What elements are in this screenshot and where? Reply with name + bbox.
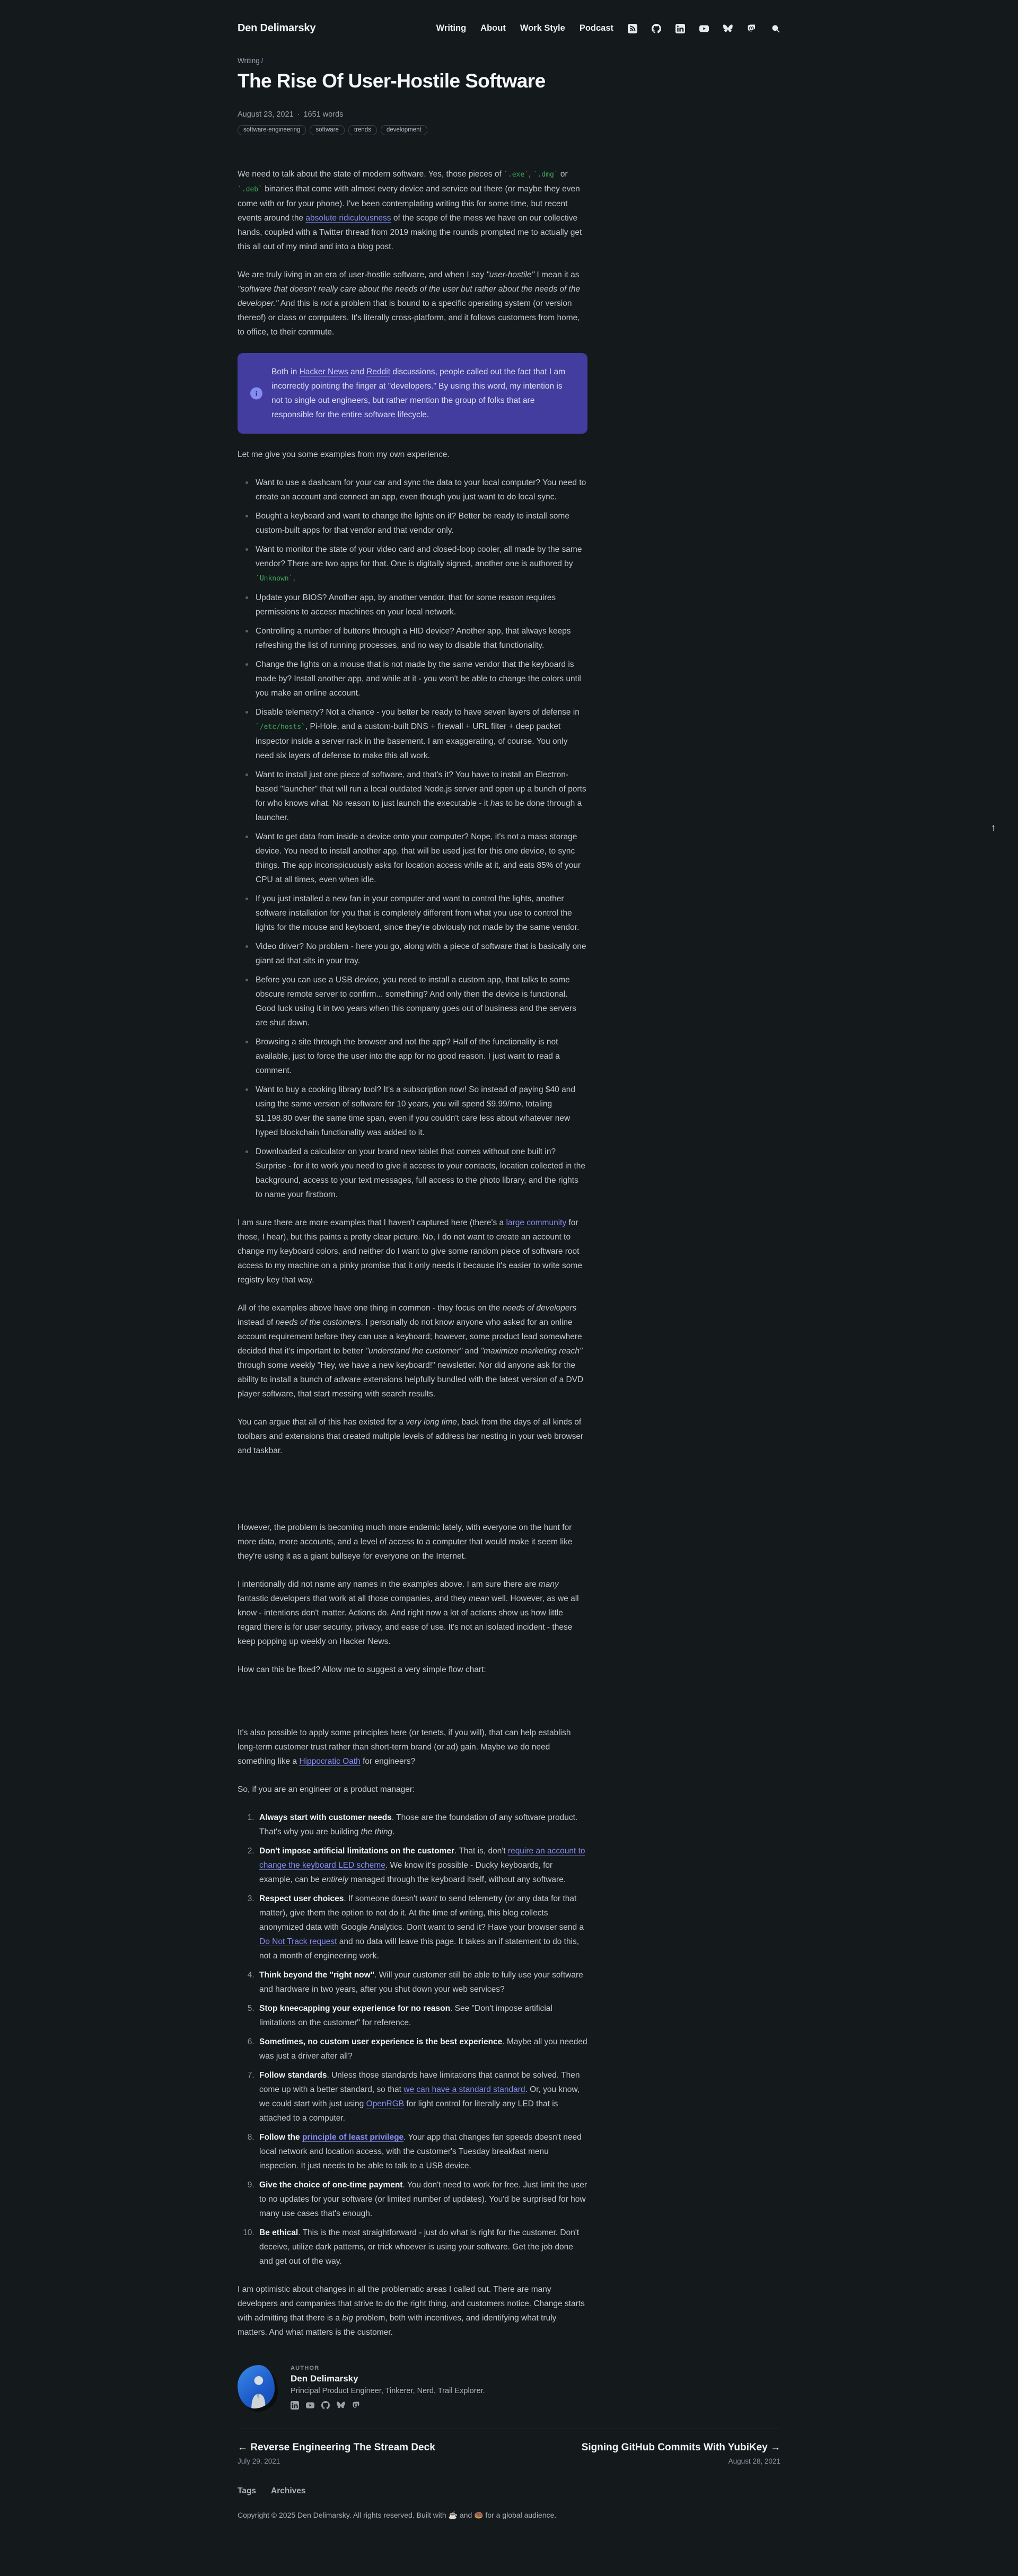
text-span: for light control for literally any LED that is attached to a computer. <box>259 2099 558 2123</box>
text-span: However, the problem is becoming much more endemic lately, with everyone on the hunt for more data, more accounts, and a level of access to a computer that would make it seem like they're using it as a giant bullseye for everyone on the Internet. <box>238 1523 573 1561</box>
tag-pill[interactable]: trends <box>348 125 377 135</box>
text-span: Controlling a number of buttons through a HID device? Another app, that always keeps refreshing the list of running processes, and no way to disable that functionality. <box>256 627 571 650</box>
text-span: Browsing a site through the browser and not the app? Half of the functionality is not available, just to force the user into the app for no good reason. I just want to read a comment. <box>256 1038 560 1075</box>
text-span: and no data will leave this page. It takes an if statement to do this, not a month of engineering work. <box>259 1937 580 1960</box>
list-item <box>256 939 587 968</box>
paragraph <box>238 268 587 339</box>
text-span: to be done through a launcher. <box>256 799 582 822</box>
bold-text: Respect user choices <box>259 1894 344 1903</box>
text-span: I am optimistic about changes in all the problematic areas I called out. There are many developers and companies that strive to do the right thing, and customers notice. Change starts with admitting that there is a <box>238 2285 585 2323</box>
bold-text: Follow the <box>259 2133 302 2142</box>
text-span: I intentionally did not name any names in the examples above. I am sure there are <box>238 1580 539 1589</box>
bold-text: Always start with customer needs <box>259 1813 392 1822</box>
text-span: Downloaded a calculator on your brand new tablet that comes without one built in? Surprise - for it to work you need to give it access to your contacts, location collected in the background, access to your text messages, full access to the photo library, and the rights to name your firstborn. <box>256 1147 586 1199</box>
list-item <box>256 768 587 825</box>
word-count: 1651 words <box>303 110 344 119</box>
paragraph <box>238 1415 587 1458</box>
footer-link-archives[interactable]: Archives <box>271 2486 306 2495</box>
previous-post-link[interactable]: ← Reverse Engineering The Stream Deck <box>238 2442 435 2453</box>
list-item <box>257 2226 587 2269</box>
mastodon-icon[interactable] <box>747 24 757 33</box>
previous-post-date: July 29, 2021 <box>238 2457 280 2465</box>
text-span: We need to talk about the state of modern software. Yes, those pieces of <box>238 170 504 179</box>
text-span: If you just installed a new fan in your computer and want to control the lights, another software installation for you that is completely different from what you use to control the lights for the mouse and keyboard, since they're obviously not made by the same vendor. <box>256 894 580 932</box>
examples-list <box>238 476 587 1202</box>
list-item <box>256 542 587 586</box>
breadcrumb-separator: / <box>261 57 264 65</box>
nav-link-podcast[interactable]: Podcast <box>579 23 613 33</box>
inline-link[interactable]: Reddit <box>366 367 391 376</box>
inline-code: `.dmg` <box>533 171 558 179</box>
list-item <box>257 1810 587 1839</box>
inline-code: `Unknown` <box>256 575 293 583</box>
post-meta <box>238 110 780 119</box>
text-span: problem, both with incentives, and identifying what truly matters. And what matters is the customer. <box>238 2314 557 2337</box>
article-body <box>238 167 587 2340</box>
text-span: I am sure there are more examples that I haven't captured here (there's a <box>238 1218 506 1227</box>
text-span: fantastic developers that work at all those companies, and they <box>238 1594 469 1603</box>
text-span: Disable telemetry? Not a chance - you better be ready to have seven layers of defense in <box>256 708 580 717</box>
paragraph <box>238 1782 587 1797</box>
inline-link[interactable]: we can have a standard standard <box>403 2085 525 2094</box>
text-span: You can argue that all of this has existed for a <box>238 1418 406 1427</box>
inline-link[interactable]: large community <box>506 1218 567 1227</box>
text-span: We are truly living in an era of user-hostile software, and when I say <box>238 270 487 279</box>
list-item <box>257 2130 587 2173</box>
text-span: and <box>348 367 367 376</box>
list-item <box>257 2035 587 2063</box>
youtube-icon[interactable] <box>699 24 709 33</box>
inline-link[interactable]: OpenRGB <box>366 2099 405 2108</box>
text-span: Before you can use a USB device, you need to install a custom app, that talks to some obscure remote server to confirm... something? And only then the device is functional. Good luck using it in two years when this company goes out of business and the servers are shut down. <box>256 975 576 1027</box>
list-item <box>256 1083 587 1140</box>
page-title: The Rise Of User-Hostile Software <box>238 70 546 92</box>
info-callout <box>238 353 587 434</box>
list-item <box>256 624 587 653</box>
italic-text: big <box>342 2314 353 2323</box>
paragraph <box>238 447 587 462</box>
text-span: Let me give you some examples from my own experience. <box>238 450 450 459</box>
list-item <box>257 1844 587 1887</box>
next-post <box>582 2442 780 2465</box>
text-span: or <box>558 170 568 179</box>
list-item <box>256 705 587 763</box>
text-span: . Those are the foundation of any software product. That's why you are building <box>259 1813 578 1836</box>
author-info <box>291 2365 485 2410</box>
text-span: to send telemetry (or any data for that matter), give them the option to not do it. At the time of writing, this blog collects anonymized data with Google Analytics. Don't want to send it? Have your browser send a <box>259 1894 584 1932</box>
list-item <box>256 830 587 887</box>
tag-pill[interactable]: software-engineering <box>238 125 306 135</box>
text-span: . This is the most straightforward - just do what is right for the customer. Don't deceive, utilize dark patterns, or trick whoever is using your software. Get the job done and get out of the way. <box>259 2228 580 2266</box>
text-span: Both in <box>271 367 300 376</box>
paragraph <box>238 1301 587 1401</box>
text-span: for those, I hear), but this paints a pretty clear picture. No, I do not want to create an account to change my keyboard colors, and neither do I want to give some random piece of software root access to my machine on a pinky promise that it only needs it because it's easier to write some registry key that way. <box>238 1218 582 1285</box>
text-span: Want to buy a cooking library tool? It's a subscription now! So instead of paying $40 and using the same version of software for 10 years, you will spend $9.99/mo, totaling $1,198.80 over the same time span, even if you couldn't care less about whatever new hyped blockchain functionality was added to it. <box>256 1085 575 1137</box>
paragraph <box>238 1726 587 1769</box>
copyright: Copyright © 2025 Den Delimarsky. All rights reserved. Built with ☕ and 🍩 for a global audience. <box>238 2511 557 2519</box>
author-social-icons <box>291 2401 485 2410</box>
inline-code: `/etc/hosts` <box>256 723 305 731</box>
italic-text: the thing <box>361 1827 393 1836</box>
list-item <box>257 2068 587 2125</box>
text-span: . Will your customer still be able to fully use your software and hardware in two years, after you shut down your web services? <box>259 1971 583 1994</box>
text-span: . We know it's possible - Ducky keyboards, for example, can be <box>259 1861 553 1884</box>
text-span: for engineers? <box>360 1757 416 1766</box>
text-span: , <box>529 170 533 179</box>
github-icon[interactable] <box>652 24 661 33</box>
list-item <box>257 2178 587 2221</box>
italic-text: many <box>538 1580 559 1589</box>
text-span: . <box>392 1827 395 1836</box>
text-span: . Your app that changes fan speeds doesn't need local network and location access, with the customer's Tuesday breakfast menu inspection. It just needs to be able to talk to a USB device. <box>259 2133 582 2170</box>
text-span: through some weekly "Hey, we have a new keyboard!" newsletter. Nor did anyone ask for the ability to install a bunch of adware extensions helpfully bundled with the latest version of a DVD player software, that start messing with search results. <box>238 1361 584 1399</box>
italic-text: needs of the customers <box>275 1318 361 1327</box>
site-footer <box>238 2486 780 2546</box>
text-span: well. However, as we all know - intentions don't matter. Actions do. And right now a lot of actions show us how little regard there is for user security, privacy, and ease of use. It's not an isolated incident - these keep popping up weekly on Hacker News. <box>238 1594 579 1646</box>
text-span: . Or, you know, we could start with just using <box>259 2085 580 2108</box>
list-item <box>256 1145 587 1202</box>
tag-list <box>238 125 780 135</box>
list-item <box>256 591 587 619</box>
italic-text: "maximize marketing reach" <box>480 1347 583 1356</box>
breadcrumb <box>238 57 780 65</box>
italic-text: "user-hostile" <box>486 270 535 279</box>
italic-text: "software that doesn't really care about the needs of the user but rather about the needs of the developer." <box>238 285 581 308</box>
rss-icon[interactable] <box>628 24 637 33</box>
text-span: And this is <box>278 299 321 308</box>
info-icon: i <box>250 388 262 400</box>
italic-text: has <box>490 799 504 808</box>
next-post-date: August 28, 2021 <box>728 2457 780 2465</box>
bluesky-icon[interactable] <box>723 24 733 33</box>
text-span: . You don't need to work for free. Just limit the user to no updates for your software (or limited number of updates). You'd be surprised for how many use cases that's enough. <box>259 2181 587 2218</box>
text-span: I mean it as <box>534 270 580 279</box>
list-item <box>257 1968 587 1997</box>
text-span: Video driver? No problem - here you go, along with a piece of software that is basically one giant ad that sits in your tray. <box>256 942 586 965</box>
linkedin-icon[interactable] <box>291 2401 299 2410</box>
bold-text: Stop kneecapping your experience for no reason <box>259 2004 451 2013</box>
paragraph <box>238 167 587 254</box>
meta-separator: · <box>297 110 300 119</box>
list-item <box>256 892 587 935</box>
embed-placeholder <box>238 1472 587 1520</box>
linkedin-icon[interactable] <box>675 24 685 33</box>
text-span: . If someone doesn't <box>344 1894 420 1903</box>
author-card <box>238 2365 780 2410</box>
inline-code: `.deb` <box>238 186 262 194</box>
text-span: , back from the days of all kinds of toolbars and extensions that created multiple levels of address bar nesting in your web browser and taskbar. <box>238 1418 584 1455</box>
inline-link[interactable]: Hippocratic Oath <box>299 1757 361 1766</box>
bold-text: Give the choice of one-time payment <box>259 2181 403 2190</box>
footer-link-tags[interactable]: Tags <box>238 2486 257 2495</box>
search-icon[interactable] <box>771 24 780 33</box>
list-item <box>256 973 587 1030</box>
nav-link-writing[interactable]: Writing <box>436 23 467 33</box>
author-bio: Principal Product Engineer, Tinkerer, Nerd, Trail Explorer. <box>291 2387 485 2395</box>
inline-link[interactable]: absolute ridiculousness <box>305 214 391 223</box>
list-item <box>256 509 587 538</box>
bold-text: Follow standards <box>259 2071 327 2080</box>
principles-list <box>238 1810 587 2269</box>
inline-link[interactable]: require an account to change the keyboard LED scheme <box>259 1847 585 1870</box>
text-span: Change the lights on a mouse that is not made by the same vendor that the keyboard is made by? Install another app, and while at it - you won't be able to change the colors until you make an online account. <box>256 660 581 698</box>
list-item <box>256 657 587 700</box>
text-span: managed through the keyboard itself, without any software. <box>348 1875 566 1884</box>
site-brand[interactable]: Den Delimarsky <box>238 22 316 34</box>
text-span: All of the examples above have one thing in common - they focus on the <box>238 1304 503 1313</box>
text-span: . That is, don't <box>454 1847 508 1856</box>
text-span: . <box>293 574 295 583</box>
inline-link[interactable]: Hacker News <box>299 367 348 376</box>
next-post-link[interactable]: Signing GitHub Commits With YubiKey → <box>581 2442 780 2453</box>
paragraph <box>238 1577 587 1649</box>
text-span: Want to use a dashcam for your car and sync the data to your local computer? You need to create an account and connect an app, even though you just want to do local sync. <box>256 478 586 502</box>
embed-placeholder <box>238 1691 587 1726</box>
text-span: . I personally do not know anyone who asked for an online account requirement before they can use a keyboard; however, some product lead somewhere decided that it's important to better <box>238 1318 582 1356</box>
italic-text: not <box>320 299 332 308</box>
main-nav <box>436 23 780 33</box>
paragraph <box>238 1663 587 1677</box>
bold-text: Think beyond the "right now" <box>259 1971 375 1980</box>
author-name: Den Delimarsky <box>291 2373 358 2384</box>
text-span: and <box>462 1347 481 1356</box>
post-date: August 23, 2021 <box>238 110 294 119</box>
callout-text <box>271 367 565 419</box>
tag-pill[interactable]: software <box>310 125 344 135</box>
inline-code: `.exe` <box>504 171 529 179</box>
github-icon[interactable] <box>321 2401 330 2410</box>
italic-text: want <box>419 1894 437 1903</box>
text-span: a problem that is bound to a specific operating system (or version thereof) or class or computers. It's literally cross-platform, and it follows customers from home, to office, to their commute. <box>238 299 580 337</box>
bold-text: Be ethical <box>259 2228 299 2237</box>
bold-text: Don't impose artificial limitations on the customer <box>259 1847 454 1856</box>
tag-pill[interactable]: development <box>381 125 427 135</box>
text-span: of the scope of the mess we have on our collective hands, coupled with a Twitter thread from 2019 making the rounds prompted me to actually get this all out of my mind and into a blog post. <box>238 214 582 251</box>
youtube-icon[interactable] <box>306 2401 314 2410</box>
breadcrumb-writing-link[interactable]: Writing <box>238 57 260 65</box>
italic-text: "understand the customer" <box>365 1347 463 1356</box>
paragraph <box>238 1216 587 1287</box>
author-label: AUTHOR <box>291 2365 320 2371</box>
text-span: . Maybe all you needed was just a driver after all? <box>259 2037 587 2061</box>
list-item <box>257 1892 587 1963</box>
italic-text: entirely <box>322 1875 349 1884</box>
text-span: Want to install just one piece of software, and that's it? You have to install an Electron-based "launcher" that will run a local outdated Node.js server and open up a bunch of ports for who knows what. No reason to just launch the executable - it <box>256 770 586 808</box>
inline-link[interactable]: Do Not Track request <box>259 1937 337 1946</box>
text-span: Want to get data from inside a device onto your computer? Nope, it's not a mass storage device. You need to install another app, that will be used just for this one device, to sync things. The app inconspicuously asks for location access while at it, and eats 85% of your CPU at all times, even when idle. <box>256 832 581 884</box>
paragraph <box>238 1520 587 1563</box>
italic-text: needs of developers <box>502 1304 577 1313</box>
text-span: discussions, people called out the fact that I am incorrectly pointing the finger at "developers." By using this word, my intention is not to single out engineers, but rather mention the group of folks that are responsible for the entire software lifecycle. <box>271 367 566 419</box>
text-span: It's also possible to apply some principles here (or tenets, if you will), that can help establish long-term customer trust rather than short-term brand (or ad) gain. Maybe we do need something like a <box>238 1728 571 1766</box>
post-navigation <box>238 2442 780 2465</box>
text-span: Bought a keyboard and want to change the lights on it? Better be ready to install some custom-built apps for that vendor and that vendor only. <box>256 512 569 535</box>
site-header <box>238 0 780 34</box>
text-span: Want to monitor the state of your video card and closed-loop cooler, all made by the same vendor? There are two apps for that. One is digitally signed, another one is authored by <box>256 545 582 568</box>
inline-link[interactable]: principle of least privilege <box>302 2133 404 2142</box>
text-span: Update your BIOS? Another app, by another vendor, that for some reason requires permissions to access machines on your local network. <box>256 593 556 617</box>
footer-links <box>238 2486 780 2496</box>
previous-post <box>238 2442 435 2465</box>
bluesky-icon[interactable] <box>337 2401 345 2410</box>
text-span: , Pi-Hole, and a custom-built DNS + firewall + URL filter + deep packet inspector inside a server rack in the basement. I am exaggerating, of course. You only need six layers of defense to make this all work. <box>256 722 568 760</box>
nav-link-work-style[interactable]: Work Style <box>520 23 565 33</box>
list-item <box>257 2001 587 2030</box>
text-span: How can this be fixed? Allow me to suggest a very simple flow chart: <box>238 1665 486 1674</box>
bold-text: Sometimes, no custom user experience is the best experience <box>259 2037 503 2046</box>
text-span: binaries that come with almost every device and service out there (or maybe they even come with or for your phone). I've been contemplating writing this for some time, but recent events around the <box>238 184 580 223</box>
list-item <box>256 476 587 504</box>
back-to-top-button[interactable]: ↑ <box>990 822 996 833</box>
author-avatar <box>238 2365 275 2408</box>
mastodon-icon[interactable] <box>352 2401 361 2410</box>
italic-text: very long time <box>406 1418 457 1427</box>
list-item <box>256 1035 587 1078</box>
nav-link-about[interactable]: About <box>480 23 506 33</box>
text-span: . See "Don't impose artificial limitations on the customer" for reference. <box>259 2004 552 2027</box>
paragraph <box>238 2282 587 2340</box>
text-span: . Unless those standards have limitations that cannot be solved. Then come up with a better standard, so that <box>259 2071 580 2094</box>
text-span: So, if you are an engineer or a product manager: <box>238 1785 415 1794</box>
text-span: instead of <box>238 1318 276 1327</box>
italic-text: mean <box>468 1594 489 1603</box>
